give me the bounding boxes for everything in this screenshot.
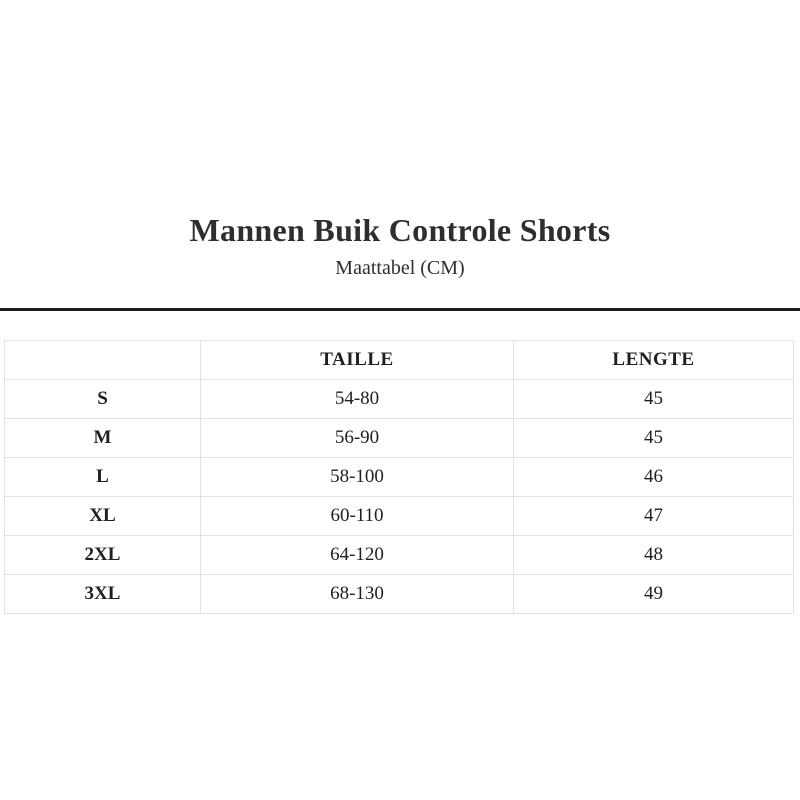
- table-row: [5, 535, 794, 574]
- table-header-row: [5, 340, 794, 379]
- table-row: [5, 496, 794, 535]
- page-header: [0, 0, 800, 280]
- size-label-cell: XL: [5, 496, 201, 535]
- lengte-column-header: LENGTE: [514, 340, 794, 379]
- taille-value-cell: 64-120: [201, 535, 514, 574]
- page-subtitle: Maattabel (CM): [335, 256, 465, 279]
- table-row: [5, 379, 794, 418]
- horizontal-divider: [0, 308, 800, 311]
- lengte-value-cell: 46: [514, 457, 794, 496]
- size-label-cell: L: [5, 457, 201, 496]
- size-chart-table-head: [5, 340, 794, 379]
- size-label-cell: 2XL: [5, 535, 201, 574]
- lengte-value-cell: 48: [514, 535, 794, 574]
- taille-column-header: TAILLE: [201, 340, 514, 379]
- size-chart-table: [4, 340, 794, 614]
- size-column-header: [5, 340, 201, 379]
- page-title: Mannen Buik Controle Shorts: [189, 212, 611, 248]
- taille-value-cell: 56-90: [201, 418, 514, 457]
- taille-value-cell: 58-100: [201, 457, 514, 496]
- size-label-cell: 3XL: [5, 574, 201, 613]
- taille-value-cell: 68-130: [201, 574, 514, 613]
- size-label-cell: S: [5, 379, 201, 418]
- lengte-value-cell: 45: [514, 418, 794, 457]
- table-row: [5, 574, 794, 613]
- lengte-value-cell: 45: [514, 379, 794, 418]
- size-label-cell: M: [5, 418, 201, 457]
- lengte-value-cell: 47: [514, 496, 794, 535]
- table-row: [5, 418, 794, 457]
- size-chart-table-body: [5, 379, 794, 613]
- taille-value-cell: 60-110: [201, 496, 514, 535]
- lengte-value-cell: 49: [514, 574, 794, 613]
- taille-value-cell: 54-80: [201, 379, 514, 418]
- table-row: [5, 457, 794, 496]
